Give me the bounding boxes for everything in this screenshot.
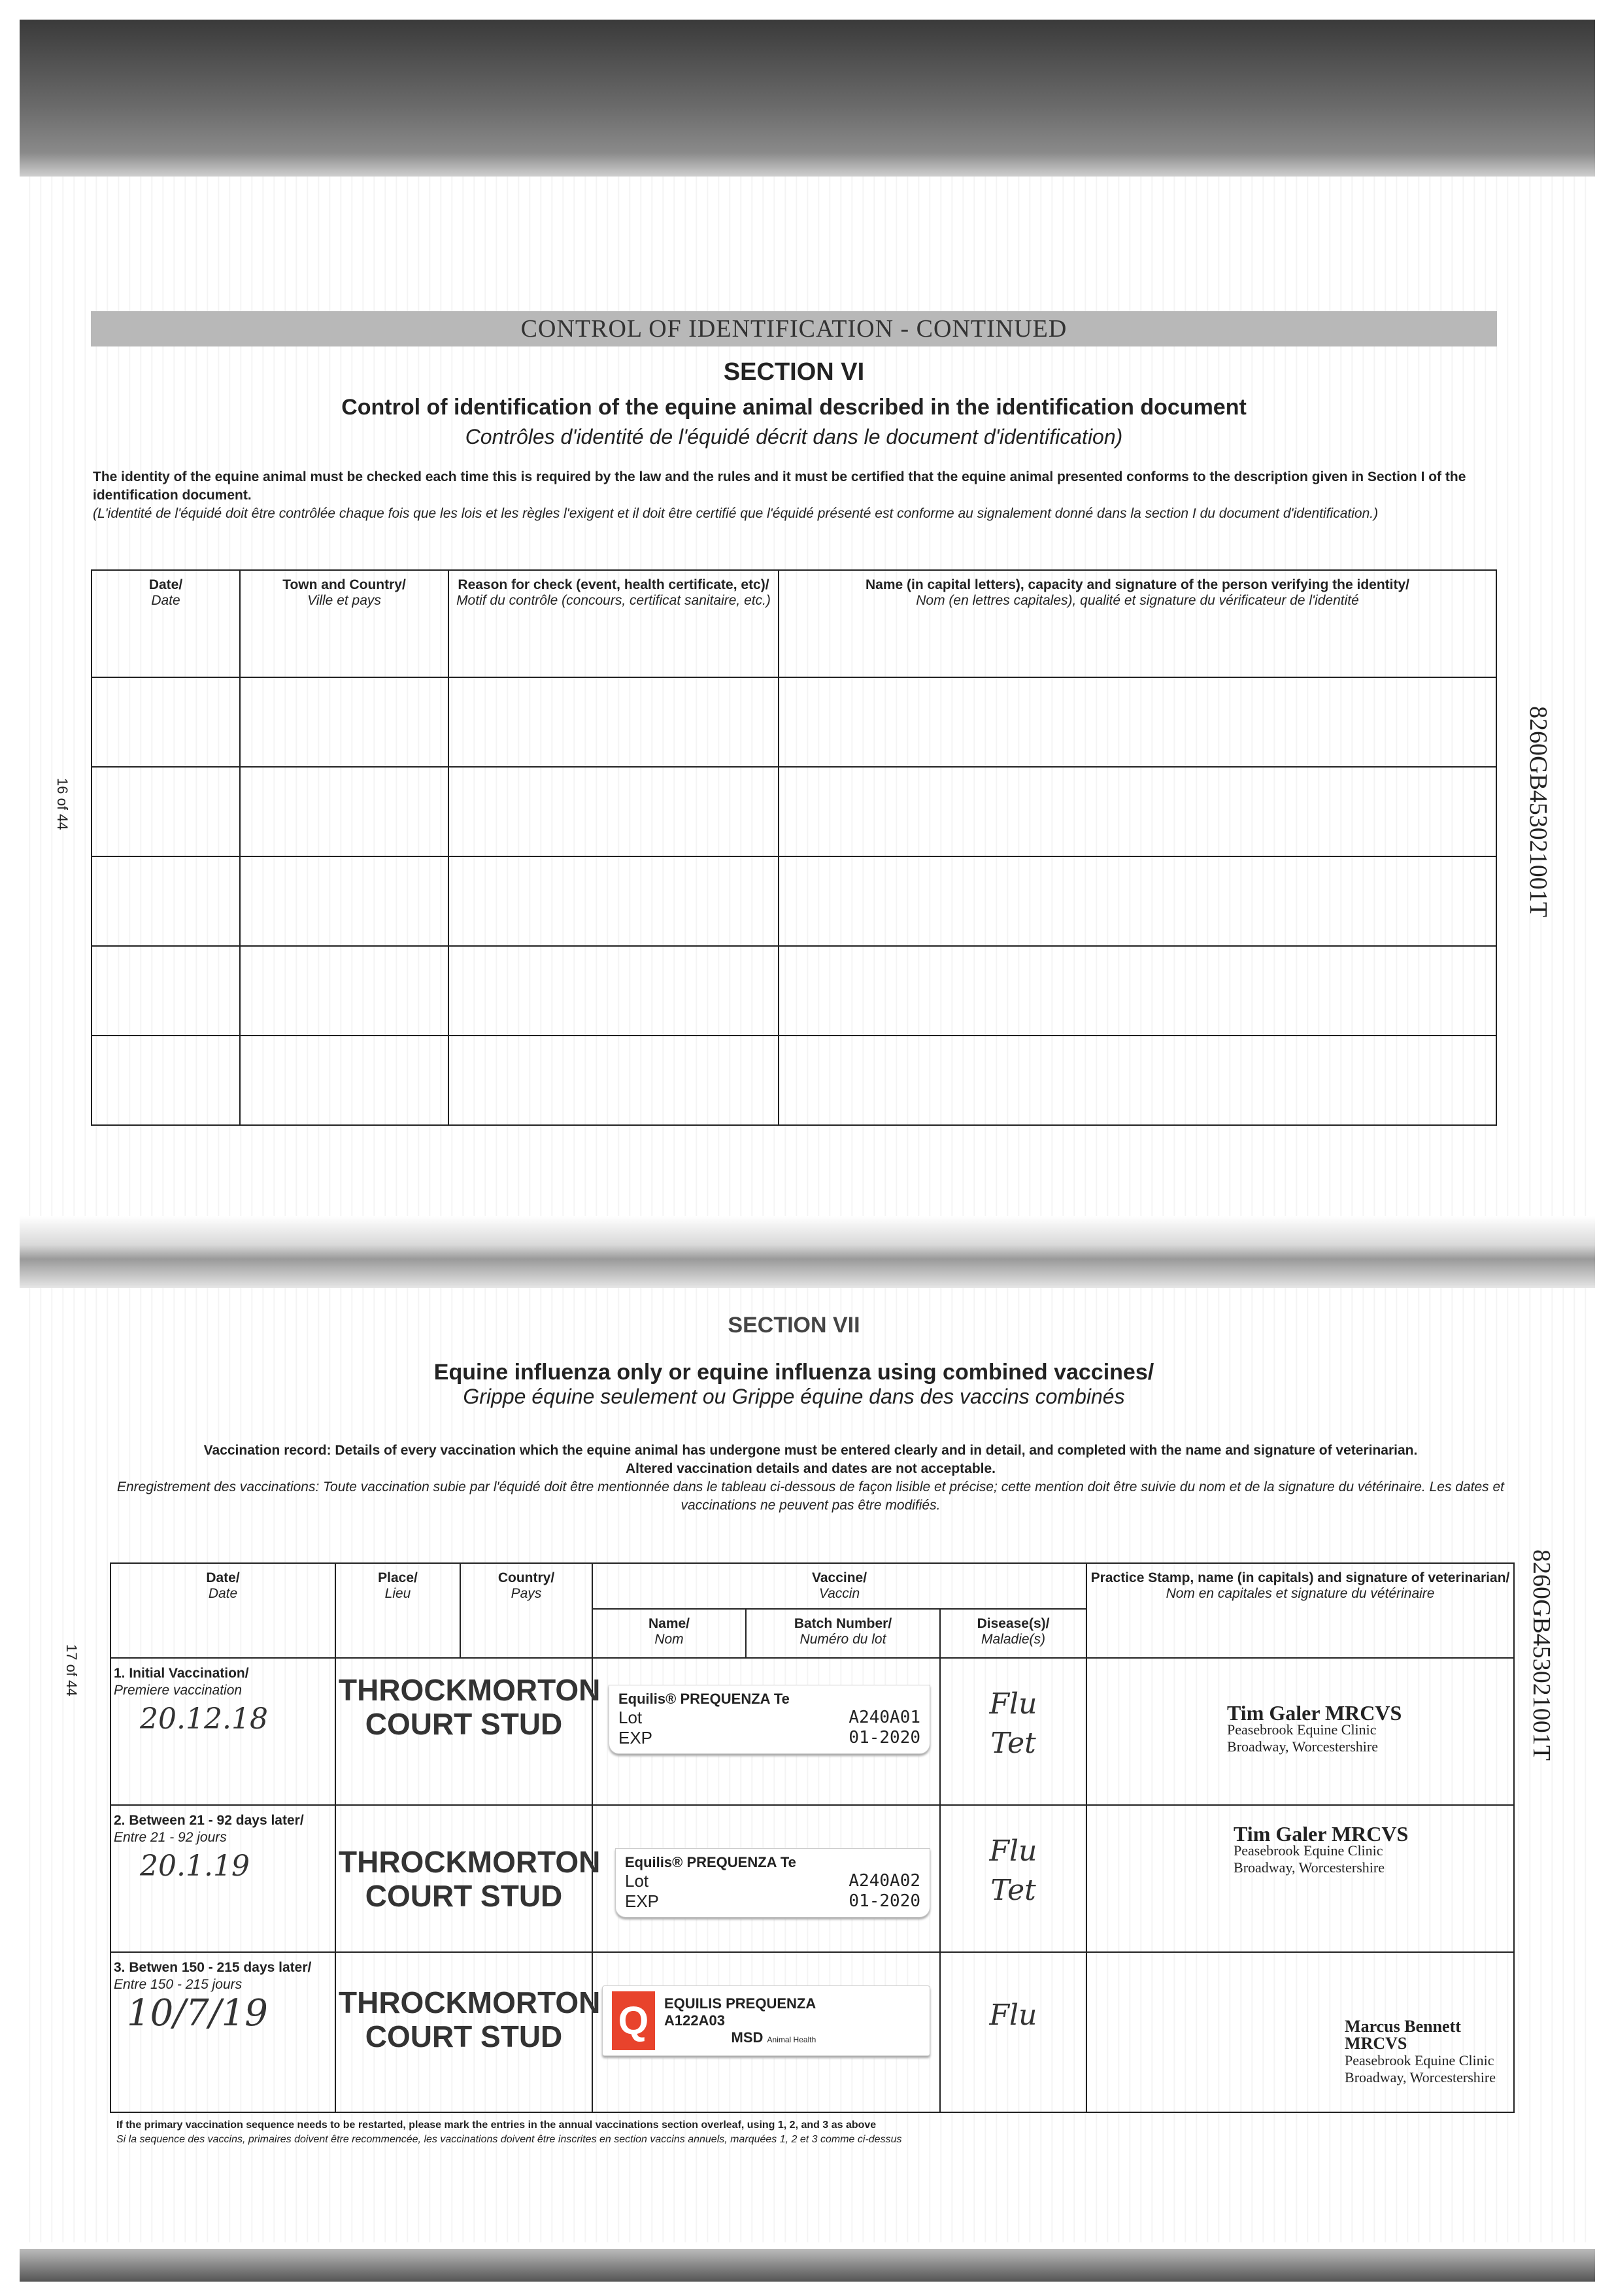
document-number: 8260GB453021001T [1528, 1549, 1555, 1761]
col-place: Place/ [378, 1570, 418, 1585]
handwritten-disease: Flu [989, 1999, 1037, 2032]
section-heading: SECTION VII [728, 1313, 860, 1338]
vaccination-row-3 [110, 1952, 1514, 2112]
place-stamp-line1: THROCKMORTON [339, 1985, 601, 2019]
table-row [92, 946, 1496, 1036]
col-batch: Batch Number/ [794, 1616, 892, 1631]
col-town [240, 570, 448, 677]
col-date-fr: Date [208, 1586, 238, 1601]
row-label-fr: Entre 21 - 92 jours [114, 1830, 227, 1845]
cell[interactable] [779, 1036, 1496, 1125]
page-number: 17 of 44 [63, 1644, 80, 1697]
table-row [92, 677, 1496, 767]
clinic-name: Peasebrook Equine Clinic [1227, 1721, 1377, 1738]
row-label-fr: Entre 150 - 215 jours [114, 1977, 243, 1992]
section-title: Control of identification of the equine animal described in the identification document [341, 395, 1247, 420]
exp-label: EXP [625, 1891, 660, 1911]
section-heading: SECTION VI [723, 358, 865, 386]
lot-label: Lot [625, 1871, 649, 1891]
col-batch-fr: Numéro du lot [799, 1632, 886, 1647]
exp-label: EXP [618, 1728, 653, 1747]
col-vaccine-fr: Vaccin [818, 1586, 860, 1601]
cell[interactable] [779, 677, 1496, 767]
vaccination-row-1 [110, 1658, 1514, 1805]
vaccine-name: Equilis® PREQUENZA Te [625, 1854, 796, 1870]
col-reason [448, 570, 779, 677]
lot-number: A122A03 [664, 2012, 725, 2029]
place-stamp-line2: COURT STUD [365, 1707, 563, 1741]
col-country: Country/ [497, 1570, 555, 1585]
intro-text: The identity of the equine animal must be checked each time this is required by the law and the rules and it must be certified that the equine animal presented conforms to the description given in Section I of the identification document. [93, 469, 1466, 503]
q-logo-icon: Q [612, 1991, 655, 2050]
col-label-fr: Date [151, 593, 180, 608]
col-label: Name (in capital letters), capacity and signature of the person verifying the identity/ [865, 577, 1410, 592]
cell[interactable] [779, 767, 1496, 856]
scan-shadow-bottom [20, 2249, 1595, 2282]
col-disease-fr: Maladie(s) [981, 1632, 1046, 1647]
exp-date: 01-2020 [849, 1728, 920, 1747]
cell[interactable] [448, 767, 779, 856]
cell[interactable] [240, 1036, 448, 1125]
vaccination-row-2 [110, 1805, 1514, 1952]
col-vet: Practice Stamp, name (in capitals) and signature of veterinarian/ [1090, 1570, 1510, 1585]
footer-note: If the primary vaccination sequence needs to be restarted, please mark the entries in the annual vaccinations section overleaf, using 1, 2, and 3 as above [116, 2119, 877, 2131]
place-stamp-line2: COURT STUD [365, 2019, 563, 2053]
intro-text-2: Altered vaccination details and dates are not acceptable. [625, 1461, 996, 1476]
clinic-address: Broadway, Worcestershire [1345, 2069, 1496, 2085]
scan-shadow-top [20, 20, 1595, 177]
col-name: Name/ [648, 1616, 690, 1631]
col-vaccine: Vaccine/ [811, 1570, 867, 1585]
clinic-name: Peasebrook Equine Clinic [1345, 2052, 1494, 2068]
vaccination-table [110, 1562, 1515, 2113]
col-label: Date/ [148, 577, 183, 592]
cell[interactable] [448, 1036, 779, 1125]
lot-number: A240A02 [849, 1871, 920, 1891]
col-label: Reason for check (event, health certificate, etc)/ [458, 577, 769, 592]
intro-text: Vaccination record: Details of every vaccination which the equine animal has undergone must be entered clearly and in detail, and completed with the name and signature of veterinarian. [203, 1443, 1418, 1458]
intro-text-fr: (L'identité de l'équidé doit être contrôlée chaque fois que les lois et les règles l'exigent et il doit être certifié que l'équidé présenté est conforme au signalement donné dans la section I du document d'identification.) [93, 506, 1379, 521]
cell[interactable] [240, 767, 448, 856]
section-title-fr: Contrôles d'identité de l'équidé décrit dans le document d'identification) [465, 425, 1123, 448]
section-banner: CONTROL OF IDENTIFICATION - CONTINUED [91, 311, 1497, 346]
handwritten-date: 20.12.18 [140, 1702, 268, 1736]
handwritten-date: 10/7/19 [127, 1992, 268, 2034]
col-label-fr: Ville et pays [307, 593, 381, 608]
row-label-fr: Premiere vaccination [114, 1683, 243, 1698]
col-date [92, 570, 240, 677]
handwritten-date: 20.1.19 [140, 1849, 250, 1883]
col-disease: Disease(s)/ [977, 1616, 1050, 1631]
lot-number: A240A01 [849, 1708, 920, 1727]
place-stamp-line1: THROCKMORTON [339, 1845, 601, 1879]
identity-check-table [91, 569, 1497, 1126]
col-name-fr: Nom [654, 1632, 684, 1647]
row-label: 1. Initial Vaccination/ [114, 1666, 249, 1681]
vaccine-name: EQUILIS PREQUENZA [664, 1995, 816, 2012]
intro-text-fr: Enregistrement des vaccinations: Toute vaccination subie par l'équidé doit être mentionnée dans le tableau ci-dessous de façon lisible et précise; cette mention doit être suivie du nom et de la signature du vétérinaire. Les dates et vaccinations ne peuvent pas être modifiés. [117, 1479, 1504, 1513]
cell[interactable] [240, 856, 448, 946]
row-label: 3. Betwen 150 - 215 days later/ [114, 1960, 312, 1975]
lot-label: Lot [618, 1708, 643, 1727]
table-row [92, 767, 1496, 856]
place-stamp-line2: COURT STUD [365, 1879, 563, 1913]
vaccine-sticker [609, 1685, 930, 1754]
cell[interactable] [240, 677, 448, 767]
cell[interactable] [240, 946, 448, 1036]
clinic-address: Broadway, Worcestershire [1227, 1738, 1379, 1755]
page-fold [20, 1216, 1595, 1288]
vaccine-sticker [615, 1848, 930, 1917]
cell[interactable] [92, 767, 240, 856]
vet-name: Marcus Bennett MRCVS [1345, 2017, 1461, 2053]
vet-name: Tim Galer MRCVS [1227, 1701, 1402, 1725]
col-vet-fr: Nom en capitales et signature du vétérinaire [1166, 1586, 1435, 1601]
col-date: Date/ [206, 1570, 240, 1585]
cell[interactable] [448, 856, 779, 946]
cell[interactable] [448, 946, 779, 1036]
cell[interactable] [448, 677, 779, 767]
handwritten-disease: Flu Tet [989, 1834, 1037, 1907]
manufacturer: MSD [731, 2029, 764, 2046]
handwritten-disease: Flu Tet [989, 1687, 1037, 1760]
cell[interactable] [779, 856, 1496, 946]
col-label: Town and Country/ [282, 577, 406, 592]
cell[interactable] [92, 856, 240, 946]
place-stamp-line1: THROCKMORTON [339, 1673, 601, 1707]
cell[interactable] [92, 677, 240, 767]
vet-name: Tim Galer MRCVS [1234, 1822, 1409, 1846]
exp-date: 01-2020 [849, 1891, 920, 1911]
manufacturer-sub: Animal Health [767, 2035, 816, 2044]
col-label-fr: Motif du contrôle (concours, certificat sanitaire, etc.) [456, 593, 771, 608]
cell[interactable] [779, 946, 1496, 1036]
page-number: 16 of 44 [54, 778, 71, 830]
col-label-fr: Nom (en lettres capitales), qualité et signature du vérificateur de l'identité [916, 593, 1359, 608]
vaccine-name: Equilis® PREQUENZA Te [618, 1691, 790, 1707]
row-label: 2. Between 21 - 92 days later/ [114, 1813, 304, 1828]
cell[interactable] [92, 1036, 240, 1125]
clinic-address: Broadway, Worcestershire [1234, 1859, 1385, 1876]
col-country-fr: Pays [511, 1586, 542, 1601]
cell[interactable] [92, 946, 240, 1036]
section-title: Equine influenza only or equine influenza using combined vaccines/ [433, 1360, 1154, 1385]
document-number: 8260GB453021001T [1524, 706, 1552, 917]
section-title-fr: Grippe équine seulement ou Grippe équine dans des vaccins combinés [463, 1385, 1125, 1408]
col-place-fr: Lieu [384, 1586, 411, 1601]
table-row [92, 856, 1496, 946]
col-verifier [779, 570, 1496, 677]
table-row [92, 1036, 1496, 1125]
footer-note-fr: Si la sequence des vaccins, primaires doivent être recommencée, les vaccinations doivent être inscrites en section vaccins annuels, marquées 1, 2 et 3 comme ci-dessus [116, 2134, 902, 2145]
vaccine-sticker [602, 1985, 930, 2056]
clinic-name: Peasebrook Equine Clinic [1234, 1842, 1383, 1859]
